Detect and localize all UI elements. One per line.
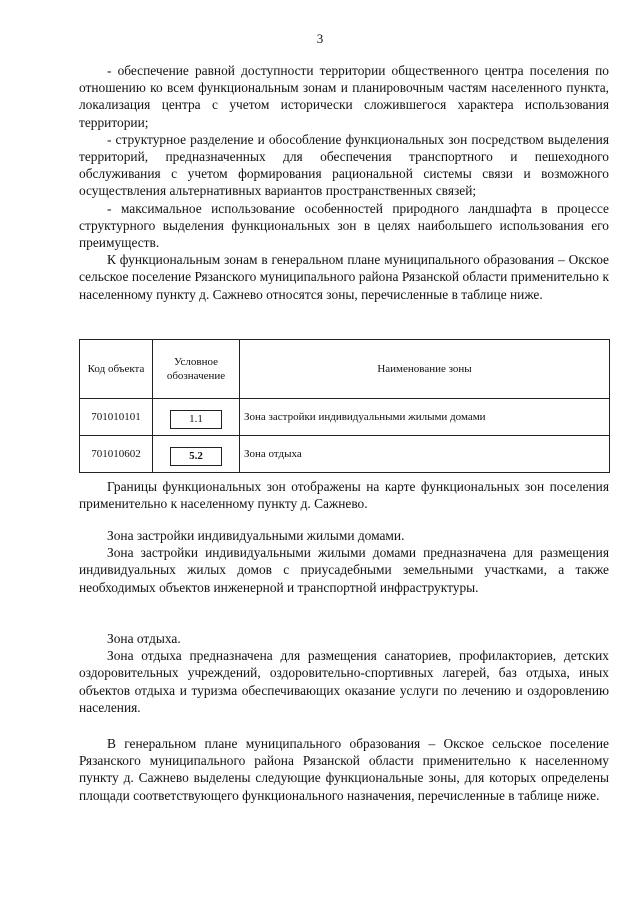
paragraph: Зона отдыха предназначена для размещения санаториев, профилакториев, детских оздоровительных учреждений, оздоровительно-спортивных лагерей, баз отдыха, иных объектов отдыха и туризма обеспечивающих оказание услуги по лечению и оздоровлению населения. [79, 648, 609, 715]
zone-symbol-box: 5.2 [170, 447, 222, 466]
cell-symbol [153, 436, 240, 473]
paragraph: Зона застройки индивидуальными жилыми домами предназначена для размещения индивидуальных жилых домов с приусадебными земельными участками, а также необходимых объектов инженерной и транспортной инфраструктуры. [79, 545, 609, 595]
table-header-row [80, 340, 610, 399]
zone-recreation-section [79, 630, 609, 716]
cell-code: 701010602 [80, 436, 153, 473]
after-table-text [79, 478, 609, 512]
header-symbol: Условное обозначение [153, 340, 240, 399]
zones-table [79, 339, 610, 473]
paragraph: В генеральном плане муниципального образования – Окское сельское поселение Рязанского муниципального района Рязанской области применительно к населенному пункту д. Сажнево выделены следующие функциональные зоны, для которых определены площади соответствующего функционального назначения, перечисленные в таблице ниже. [79, 736, 609, 803]
cell-symbol [153, 399, 240, 436]
paragraph: К функциональным зонам в генеральном плане муниципального образования – Окское сельское поселение Рязанского муниципального района Рязанской области применительно к населенному пункту д. Сажнево относятся зоны, перечисленные в таблице ниже. [79, 252, 609, 302]
closing-text [79, 735, 609, 804]
section-title: Зона застройки индивидуальными жилыми домами. [107, 528, 405, 543]
zone-residential-section [79, 527, 609, 596]
paragraph: - обеспечение равной доступности территории общественного центра поселения по отношению ко всем функциональным зонам и планировочным частям населенного пункта, локализация центра с учетом исторически сложившегося характера использования территории; [79, 63, 609, 130]
cell-name: Зона отдыха [240, 436, 610, 473]
page-number: 3 [316, 31, 324, 46]
header-code: Код объекта [80, 340, 153, 399]
paragraph: - структурное разделение и обособление функциональных зон посредством выделения территорий, предназначенных для обеспечения транспортного и пешеходного обслуживания с учетом формирования рациональной системы связи и возможного осуществления альтернативных вариантов пространственных связей; [79, 131, 609, 199]
paragraph: Границы функциональных зон отображены на карте функциональных зон поселения применительно к населенному пункту д. Сажнево. [79, 479, 609, 512]
table-row [80, 436, 610, 473]
paragraph: - максимальное использование особенностей природного ландшафта в процессе структурного выделения функциональных зон в целях наибольшего использования его преимуществ. [79, 200, 609, 251]
table-row [80, 399, 610, 436]
cell-code: 701010101 [80, 399, 153, 436]
section-title: Зона отдыха. [107, 631, 181, 646]
zone-symbol-box: 1.1 [170, 410, 222, 429]
intro-text [79, 62, 609, 303]
cell-name: Зона застройки индивидуальными жилыми домами [240, 399, 610, 436]
header-name: Наименование зоны [240, 340, 610, 399]
